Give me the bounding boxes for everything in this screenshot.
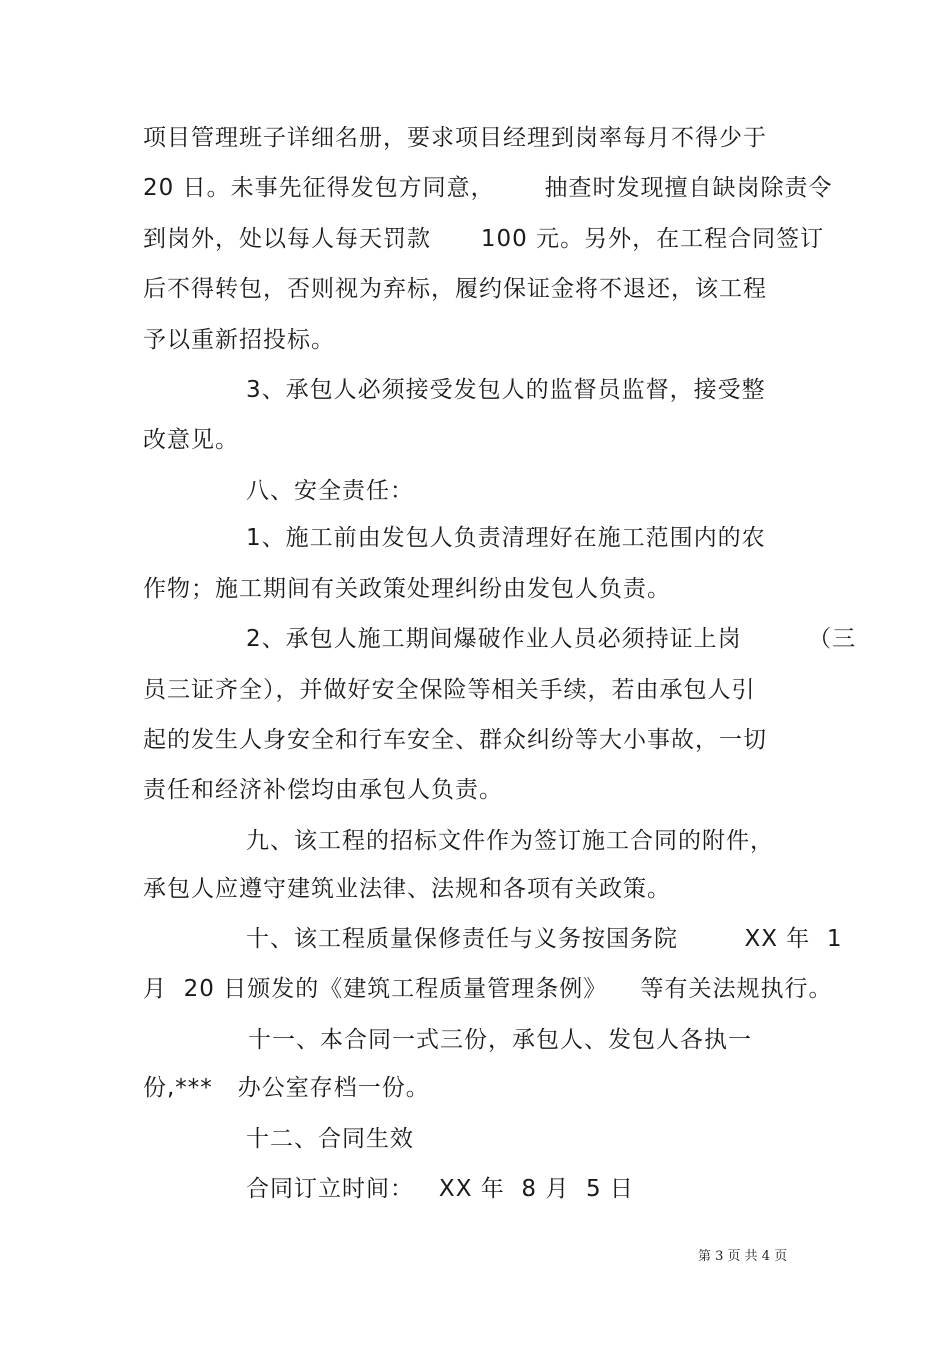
signing-date-line: 合同订立时间： XX 年 8 月 5 日 [246, 1176, 634, 1202]
paragraph-line: 项目管理班子详细名册，要求项目经理到岗率每月不得少于 [143, 125, 767, 151]
paragraph-line: 到岗外，处以每人每天罚款 100 元。另外，在工程合同签订 [143, 226, 825, 252]
paragraph-line: 后不得转包，否则视为弃标，履约保证金将不退还，该工程 [143, 276, 767, 302]
paragraph-line: 承包人应遵守建筑业法律、法规和各项有关政策。 [143, 876, 671, 902]
paragraph-line: 予以重新招投标。 [143, 327, 335, 353]
paragraph-line: 2、承包人施工期间爆破作业人员必须持证上岗 （三 [246, 626, 857, 652]
paragraph-line: 起的发生人身安全和行车安全、群众纠纷等大小事故，一切 [143, 727, 767, 753]
section-heading: 十二、合同生效 [246, 1126, 414, 1152]
paragraph-line: 1、施工前由发包人负责清理好在施工范围内的农 [246, 525, 766, 551]
paragraph-line: 份,*** 办公室存档一份。 [143, 1075, 430, 1101]
paragraph-line: 作物；施工期间有关政策处理纠纷由发包人负责。 [143, 576, 671, 602]
paragraph-line: 责任和经济补偿均由承包人负责。 [143, 777, 503, 803]
paragraph-line: 十、该工程质量保修责任与义务按国务院 XX 年 1 [246, 926, 843, 952]
paragraph-line: 九、该工程的招标文件作为签订施工合同的附件， [246, 828, 774, 854]
paragraph-line: 20 日。未事先征得发包方同意， 抽查时发现擅自缺岗除责令 [143, 175, 833, 201]
paragraph-line: 3、承包人必须接受发包人的监督员监督，接受整 [246, 377, 766, 403]
paragraph-line: 十一、本合同一式三份，承包人、发包人各执一 [248, 1027, 752, 1053]
page-number: 第 3 页 共 4 页 [698, 1249, 788, 1264]
paragraph-line: 月 20 日颁发的《建筑工程质量管理条例》 等有关法规执行。 [143, 976, 833, 1002]
paragraph-line: 改意见。 [143, 427, 239, 453]
section-heading: 八、安全责任： [246, 478, 414, 504]
paragraph-line: 员三证齐全），并做好安全保险等相关手续，若由承包人引 [143, 677, 756, 703]
